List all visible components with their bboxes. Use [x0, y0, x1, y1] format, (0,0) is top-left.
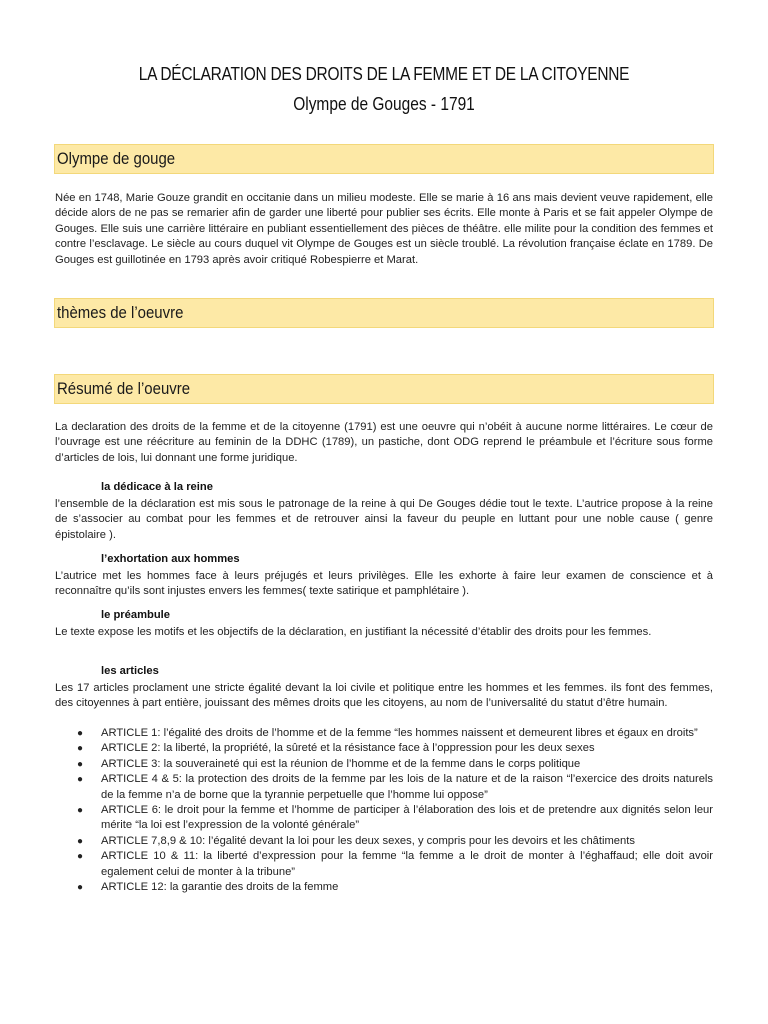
preambule-subheading: le préambule [101, 609, 171, 621]
list-item [55, 757, 713, 772]
list-item [55, 849, 713, 880]
article-text: ARTICLE 3: la souveraineté qui est la réunion de l’homme et de la femme dans le corps politique [101, 757, 581, 770]
list-item [55, 834, 713, 849]
list-item [55, 880, 713, 895]
list-item [55, 726, 713, 741]
bullet-icon: ● [77, 882, 84, 894]
article-text: ARTICLE 7,8,9 & 10: l’égalité devant la loi pour les deux sexes, y compris pour les devoirs et les châtiments [101, 834, 635, 847]
summary-intro-paragraph: La declaration des droits de la femme et de la citoyenne (1791) est une oeuvre qui n’obéit à aucune norme littéraires. Le cœur de l’ouvrage est une réécriture au feminin de la DDHC (1789), un pastiche, dont ODG reprend le préambule et l’écriture sous forme d’articles de lois, lui donnant une forme juridique. [55, 421, 713, 464]
bullet-icon: ● [77, 728, 84, 739]
section-heading-summary [54, 374, 714, 404]
section-heading-themes-label: thèmes de l’oeuvre [57, 303, 184, 322]
list-item [55, 803, 713, 834]
dedicace-subheading: la dédicace à la reine [101, 481, 213, 493]
document-subtitle: Olympe de Gouges - 1791 [293, 94, 475, 114]
bullet-icon: ● [77, 758, 84, 770]
bullet-icon: ● [77, 743, 84, 755]
section-heading-bio-label: Olympe de gouge [57, 149, 176, 168]
bullet-icon: ● [77, 805, 84, 817]
articles-list [55, 726, 713, 895]
articles-paragraph: Les 17 articles proclament une stricte égalité devant la loi civile et politique entre les hommes et les femmes. ils font des femmes, des citoyennes à part entière, jouissant des mêmes droits que les citoyens, au nom de l’universalité du statut d’être humain. [55, 682, 713, 710]
articles-subheading: les articles [101, 665, 159, 677]
bio-paragraph: Née en 1748, Marie Gouze grandit en occitanie dans un milieu modeste. Elle se marie à 16 ans mais devient veuve rapidement, elle décide alors de ne pas se remarier afin de garder une liberté pour publier ses écrits. Elle monte à Paris et se fait appeler Olympe de Gouges. Elle suis une carrière littéraire en publiant essentiellement des pièces de théâtre. elle milite pour la condition des femmes et contre l’esclavage. Le siècle au cours duquel vit Olympe de Gouges est un siècle troublé. La révolution française éclate en 1789. De Gouges est guillotinée en 1793 après avoir critiqué Robespierre et Marat. [55, 192, 713, 266]
article-text: ARTICLE 2: la liberté, la propriété, la sûreté et la résistance face à l’oppression pour les deux sexes [101, 742, 595, 755]
dedicace-paragraph: l’ensemble de la déclaration est mis sous le patronage de la reine à qui De Gouges dédie tout le texte. L’autrice propose à la reine de s’associer au combat pour les femmes et de retrouver ainsi la faveur du peuple en luttant pour une noble cause ( genre épistolaire ). [55, 498, 713, 541]
article-text: ARTICLE 10 & 11: la liberté d’expression pour la femme “la femme a le droit de monter à l’éghaffaud; elle doit avoir egalement celui de monter à la tribune” [101, 850, 713, 878]
section-heading-bio [54, 144, 714, 174]
preambule-paragraph: Le texte expose les motifs et les objectifs de la déclaration, en justifiant la nécessité d’établir des droits pour les femmes. [55, 626, 652, 638]
bullet-icon: ● [77, 851, 84, 863]
exhortation-paragraph: L’autrice met les hommes face à leurs préjugés et leurs privilèges. Elle les exhorte à faire leur examen de conscience et à reconnaître qu’ils sont injustes envers les femmes( texte satirique et pamphlétaire ). [55, 570, 713, 598]
document-title: LA DÉCLARATION DES DROITS DE LA FEMME ET DE LA CITOYENNE [138, 64, 630, 84]
exhortation-subheading: l’exhortation aux hommes [101, 553, 240, 565]
article-text: ARTICLE 6: le droit pour la femme et l’homme de participer à l’élaboration des lois et de pretendre aux dignités selon leur mérite “la loi est l’expression de la volonté générale” [101, 804, 713, 832]
bullet-icon: ● [77, 835, 84, 847]
bullet-icon: ● [77, 774, 84, 786]
article-text: ARTICLE 1: l’égalité des droits de l’homme et de la femme “les hommes naissent et demeurent libres et égaux en droits” [101, 727, 698, 739]
article-text: ARTICLE 12: la garantie des droits de la femme [101, 881, 339, 894]
section-heading-themes [54, 298, 714, 328]
list-item [55, 772, 713, 803]
section-heading-summary-label: Résumé de l’oeuvre [57, 379, 191, 398]
list-item [55, 741, 713, 756]
article-text: ARTICLE 4 & 5: la protection des droits de la femme par les lois de la nature et de la raison “l’exercice des droits naturels de la femme n’a de borne que la tyrannie perpetuelle que l’homme lui oppose” [101, 773, 713, 801]
